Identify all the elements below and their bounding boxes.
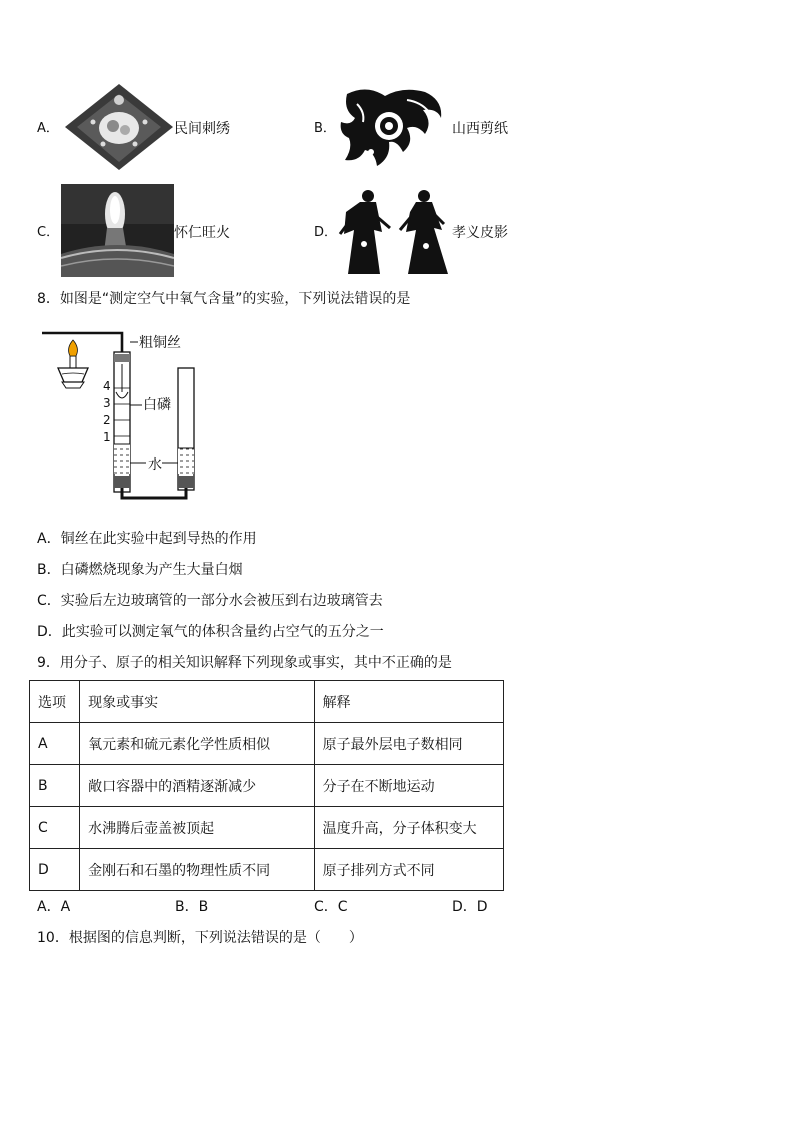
papercut-image [337,82,450,172]
q9-choice-d: D．D [452,899,488,915]
scale-mark-4: 4 [103,379,111,393]
scale-mark-3: 3 [103,396,111,410]
table-cell: B [30,765,80,807]
table-cell: A [30,723,80,765]
q8-option-c: C．实验后左边玻璃管的一部分水会被压到右边玻璃管去 [37,593,383,609]
table-cell: 金刚石和石墨的物理性质不同 [80,849,314,891]
option-a-letter: A． [37,121,59,136]
table-row [30,807,504,849]
table-cell: 温度升高，分子体积变大 [314,807,503,849]
option-c-caption: 怀仁旺火 [174,225,230,241]
table-cell: 分子在不断地运动 [314,765,503,807]
option-d-letter: D． [314,225,338,240]
q8-option-a: A．铜丝在此实验中起到导热的作用 [37,531,257,547]
oxygen-experiment-figure [42,326,202,501]
embroidery-image [63,82,175,172]
option-b-caption: 山西剪纸 [452,121,508,137]
table-row [30,765,504,807]
table-row [30,849,504,891]
option-d-caption: 孝义皮影 [452,225,508,241]
bonfire-image [61,184,174,277]
label-water: 水 [148,457,162,473]
q9-table [29,680,504,891]
table-cell: C [30,807,80,849]
q9-choice-b: B．B [175,899,209,915]
header-explanation: 解释 [314,681,503,723]
table-cell: 敞口容器中的酒精逐渐减少 [80,765,314,807]
table-cell: D [30,849,80,891]
shadow-puppet-image [338,184,451,277]
q9-stem: 9．用分子、原子的相关知识解释下列现象或事实，其中不正确的是 [37,655,452,671]
q8-option-d: D．此实验可以测定氧气的体积含量约占空气的五分之一 [37,624,384,640]
header-phenomenon: 现象或事实 [80,681,314,723]
q8-option-b: B．白磷燃烧现象为产生大量白烟 [37,562,243,578]
table-row [30,723,504,765]
table-cell: 原子排列方式不同 [314,849,503,891]
label-white-phosphorus: 白磷 [143,397,171,413]
table-header-row [30,681,504,723]
table-cell: 原子最外层电子数相同 [314,723,503,765]
scale-mark-1: 1 [103,430,111,444]
q9-choice-a: A．A [37,899,71,915]
option-a-caption: 民间刺绣 [174,121,230,137]
option-c-letter: C． [37,225,60,240]
header-option: 选项 [30,681,80,723]
option-b-letter: B． [314,121,336,136]
label-copper-wire: 粗铜丝 [139,335,181,351]
table-cell: 水沸腾后壶盖被顶起 [80,807,314,849]
q8-stem: 8．如图是“测定空气中氧气含量”的实验，下列说法错误的是 [37,291,411,307]
q9-choice-c: C．C [314,899,348,915]
alcohol-lamp-icon [58,340,88,388]
q10-stem: 10．根据图的信息判断，下列说法错误的是（ ） [37,930,363,946]
scale-mark-2: 2 [103,413,111,427]
table-cell: 氧元素和硫元素化学性质相似 [80,723,314,765]
